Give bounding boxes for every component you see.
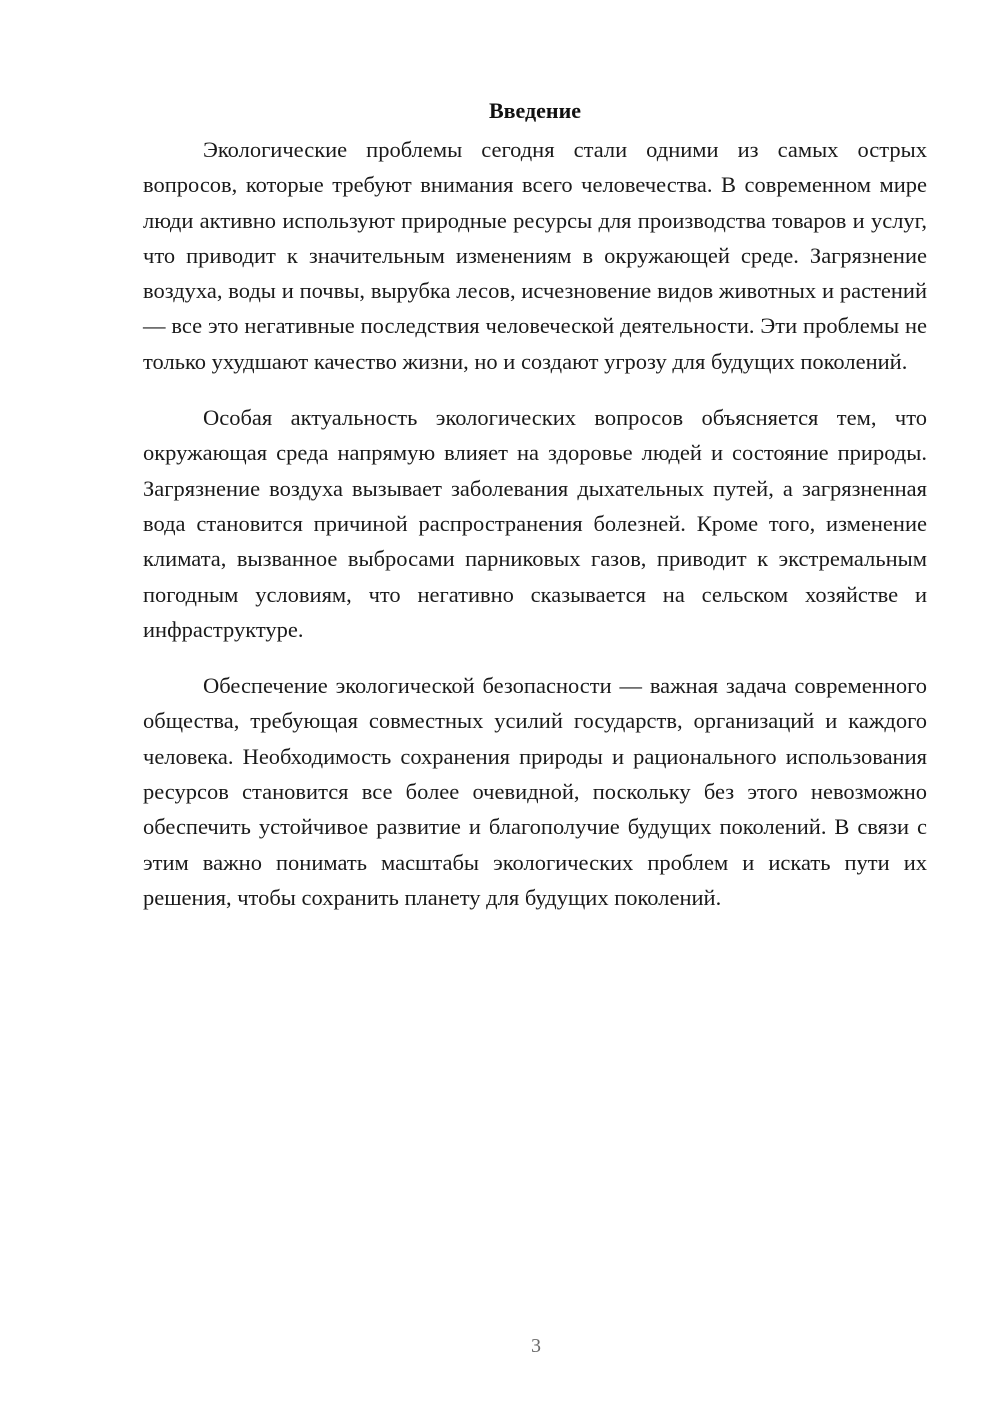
page-title: Введение bbox=[488, 98, 582, 123]
paragraph-3: Обеспечение экологической безопасности — важная задача современного общества, требующая совместных усилий государств, организаций и каждого человека. Необходимость сохранения природы и рационального использования ресурсов становится все более очевидной, поскольку без этого невозможно обеспечить устойчивое развитие и благополучие будущих поколений. В связи с этим важно понимать масштабы экологических проблем и искать пути их решения, чтобы сохранить планету для будущих поколений. bbox=[143, 673, 927, 910]
page-number: 3 bbox=[531, 1335, 541, 1357]
paragraph-1: Экологические проблемы сегодня стали одними из самых острых вопросов, которые требуют внимания всего человечества. В современном мире люди активно используют природные ресурсы для производства товаров и услуг, что приводит к значительным изменениям в окружающей среде. Загрязнение воздуха, воды и почвы, вырубка лесов, исчезновение видов животных и растений — все это негативные последствия человеческой деятельности. Эти проблемы не только ухудшают качество жизни, но и создают угрозу для будущих поколений. bbox=[143, 137, 927, 374]
paragraph-2: Особая актуальность экологических вопросов объясняется тем, что окружающая среда напрямую влияет на здоровье людей и состояние природы. Загрязнение воздуха вызывает заболевания дыхательных путей, а загрязненная вода становится причиной распространения болезней. Кроме того, изменение климата, вызванное выбросами парниковых газов, приводит к экстремальным погодным условиям, что негативно сказывается на сельском хозяйстве и инфраструктуре. bbox=[143, 405, 927, 642]
page-content bbox=[143, 92, 927, 936]
